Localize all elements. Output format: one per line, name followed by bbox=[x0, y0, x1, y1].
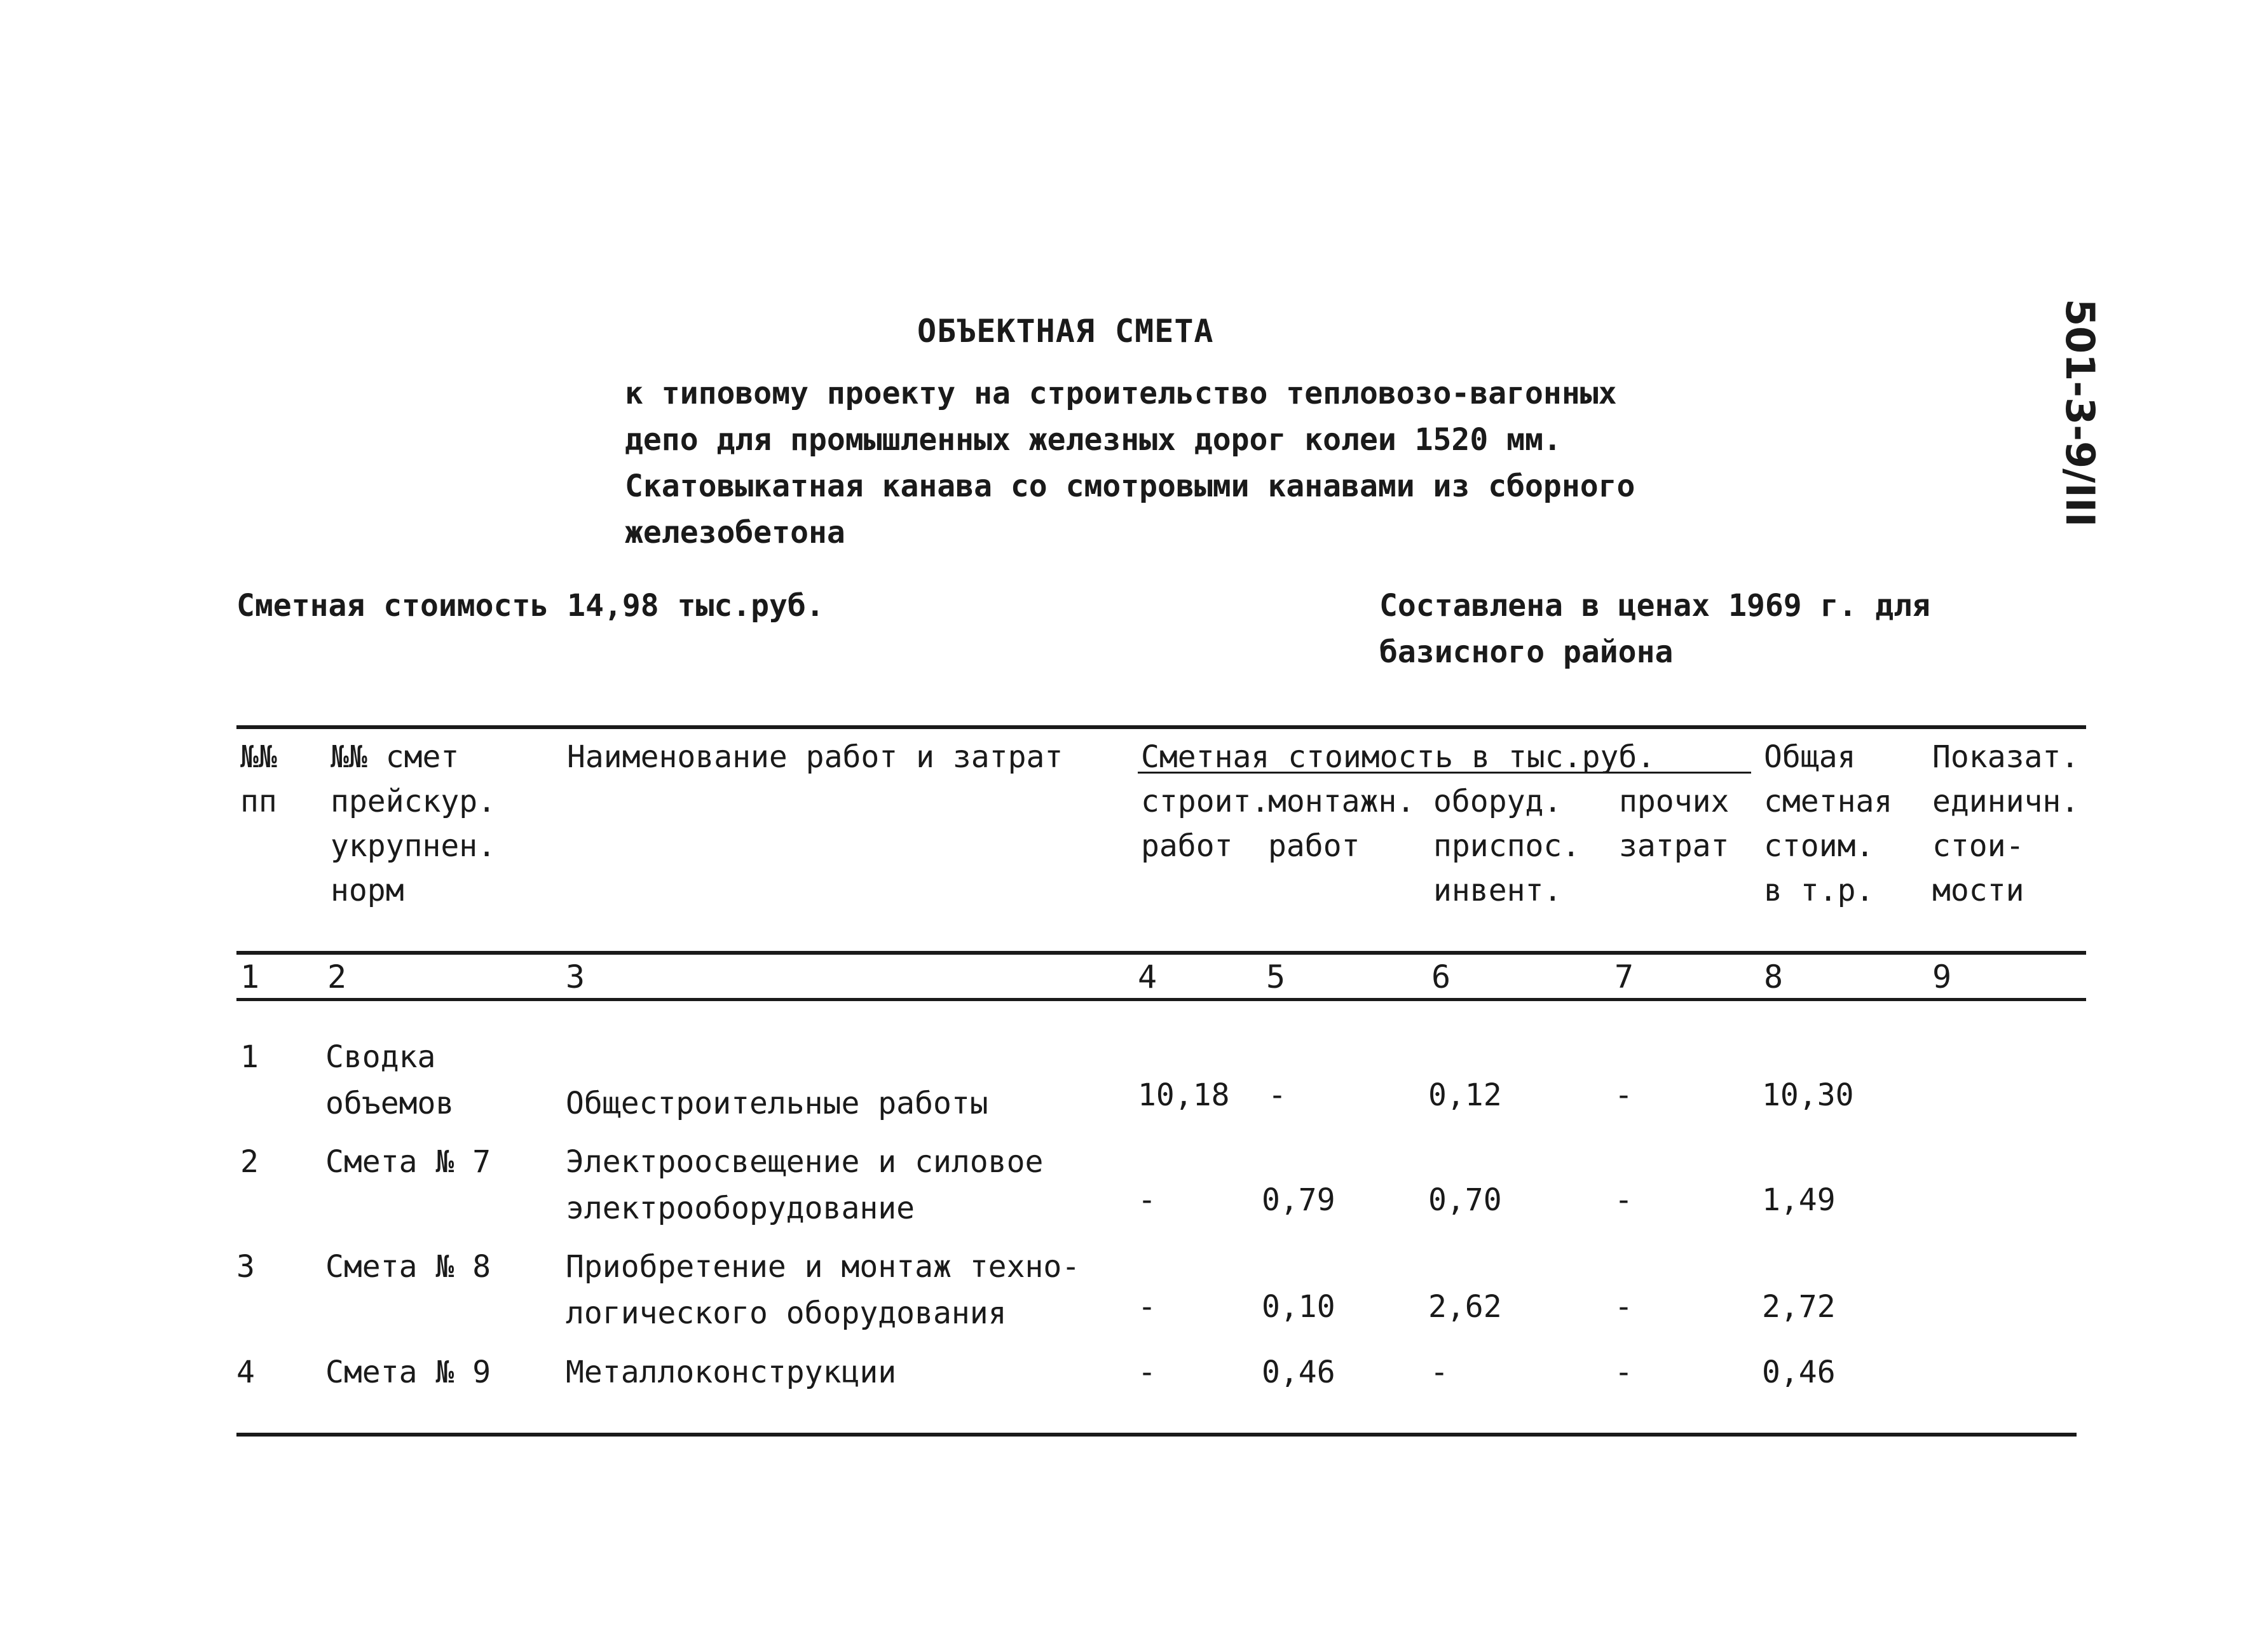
header-text: прейскур. bbox=[331, 784, 496, 819]
header-cost-group: Сметная стоимость в тыс.руб. bbox=[1141, 739, 1656, 775]
subtitle-line: к типовому проекту на строительство тепловозо-вагонных bbox=[625, 376, 1617, 411]
row-name: Металлоконструкции bbox=[566, 1355, 897, 1390]
prices-note-line: Составлена в ценах 1969 г. для bbox=[1379, 588, 1930, 624]
header-col-2 bbox=[331, 735, 496, 913]
row-number: 3 bbox=[236, 1249, 255, 1285]
prices-note-line: базисного района bbox=[1379, 634, 1674, 670]
row-cost-construction: - bbox=[1138, 1355, 1156, 1390]
cell-text: логического оборудования bbox=[566, 1295, 1007, 1331]
row-cost-other: - bbox=[1614, 1182, 1633, 1218]
row-cost-construction: - bbox=[1138, 1289, 1156, 1325]
header-col-1 bbox=[240, 735, 277, 824]
row-ref: Смета № 7 bbox=[325, 1144, 491, 1180]
subtitle-line: депо для промышленных железных дорог колеи 1520 мм. bbox=[625, 422, 1562, 458]
row-cost-other: - bbox=[1614, 1077, 1633, 1113]
document-title: ОБЪЕКТНАЯ СМЕТА bbox=[917, 313, 1214, 350]
header-text: строит. bbox=[1141, 784, 1270, 819]
cell-text: Приобретение и монтаж техно- bbox=[566, 1249, 1081, 1285]
column-number: 5 bbox=[1266, 959, 1286, 995]
header-text: затрат bbox=[1619, 828, 1730, 864]
header-col-4 bbox=[1141, 779, 1269, 868]
row-name bbox=[566, 1244, 1080, 1337]
row-cost-installation: 0,79 bbox=[1262, 1182, 1335, 1218]
header-text: стои- bbox=[1932, 828, 2024, 864]
header-text: работ bbox=[1268, 828, 1360, 864]
column-number: 8 bbox=[1764, 959, 1784, 995]
column-number: 1 bbox=[240, 959, 260, 995]
row-cost-total: 2,72 bbox=[1762, 1289, 1836, 1325]
header-col-7 bbox=[1619, 779, 1729, 868]
cell-text: объемов bbox=[325, 1086, 454, 1121]
header-text: в т.р. bbox=[1764, 873, 1874, 908]
header-text: инвент. bbox=[1433, 873, 1562, 908]
estimated-cost: Сметная стоимость 14,98 тыс.руб. bbox=[236, 588, 824, 624]
row-cost-installation: - bbox=[1268, 1077, 1286, 1113]
row-cost-installation: 0,46 bbox=[1262, 1355, 1335, 1390]
row-cost-total: 0,46 bbox=[1762, 1355, 1836, 1390]
side-document-code: 501-3-9/III bbox=[2057, 299, 2103, 528]
row-cost-equipment: - bbox=[1430, 1355, 1449, 1390]
row-cost-equipment: 0,70 bbox=[1428, 1182, 1502, 1218]
row-cost-equipment: 2,62 bbox=[1428, 1289, 1502, 1325]
header-text: Показат. bbox=[1932, 739, 2080, 775]
row-cost-other: - bbox=[1614, 1355, 1633, 1390]
row-number: 2 bbox=[240, 1144, 259, 1180]
row-ref: Смета № 8 bbox=[325, 1249, 491, 1285]
row-cost-total: 1,49 bbox=[1762, 1182, 1836, 1218]
subtitle-line: Скатовыкатная канава со смотровыми канавами из сборного bbox=[625, 468, 1635, 504]
row-number: 4 bbox=[236, 1355, 255, 1390]
column-number: 9 bbox=[1932, 959, 1952, 995]
header-text: монтажн. bbox=[1268, 784, 1416, 819]
header-text: единичн. bbox=[1932, 784, 2080, 819]
column-numbers-rule bbox=[236, 998, 2086, 1001]
header-text: стоим. bbox=[1764, 828, 1874, 864]
document-subtitle bbox=[625, 371, 1635, 556]
header-text: Общая bbox=[1764, 739, 1856, 775]
subtitle-line: железобетона bbox=[625, 515, 845, 550]
row-cost-construction: - bbox=[1138, 1182, 1156, 1218]
header-col-8 bbox=[1764, 735, 1892, 913]
table-top-rule bbox=[236, 725, 2086, 729]
table-bottom-rule bbox=[236, 1433, 2077, 1437]
header-col-3 bbox=[567, 735, 1063, 779]
header-text: прочих bbox=[1619, 784, 1730, 819]
header-col-9 bbox=[1932, 735, 2079, 913]
row-cost-construction: 10,18 bbox=[1138, 1077, 1230, 1113]
row-cost-equipment: 0,12 bbox=[1428, 1077, 1502, 1113]
row-ref bbox=[325, 1034, 454, 1127]
row-cost-installation: 0,10 bbox=[1262, 1289, 1335, 1325]
column-number: 7 bbox=[1614, 959, 1634, 995]
header-text: норм bbox=[331, 873, 404, 908]
column-number: 6 bbox=[1431, 959, 1451, 995]
row-cost-total: 10,30 bbox=[1762, 1077, 1854, 1113]
header-text: пп bbox=[240, 784, 277, 819]
prices-note bbox=[1379, 583, 1930, 676]
header-text: сметная bbox=[1764, 784, 1893, 819]
header-text: работ bbox=[1141, 828, 1233, 864]
header-text: укрупнен. bbox=[331, 828, 496, 864]
row-ref: Смета № 9 bbox=[325, 1355, 491, 1390]
header-bottom-rule bbox=[236, 951, 2086, 955]
row-name: Общестроительные работы bbox=[566, 1086, 988, 1121]
header-text: мости bbox=[1932, 873, 2024, 908]
row-name bbox=[566, 1139, 1043, 1232]
header-text: оборуд. bbox=[1433, 784, 1562, 819]
header-col-6 bbox=[1433, 779, 1580, 913]
cell-text: электрооборудование bbox=[566, 1191, 915, 1226]
header-col-5 bbox=[1268, 779, 1415, 868]
row-number: 1 bbox=[240, 1039, 259, 1075]
header-text: приспос. bbox=[1433, 828, 1581, 864]
header-text: Наименование работ и затрат bbox=[567, 739, 1063, 775]
cell-text: Электроосвещение и силовое bbox=[566, 1144, 1044, 1180]
column-number: 4 bbox=[1138, 959, 1157, 995]
column-number: 2 bbox=[327, 959, 347, 995]
header-text: №№ bbox=[240, 739, 277, 775]
header-text: №№ смет bbox=[331, 739, 460, 775]
column-number: 3 bbox=[566, 959, 585, 995]
cell-text: Сводка bbox=[325, 1039, 436, 1075]
row-cost-other: - bbox=[1614, 1289, 1633, 1325]
